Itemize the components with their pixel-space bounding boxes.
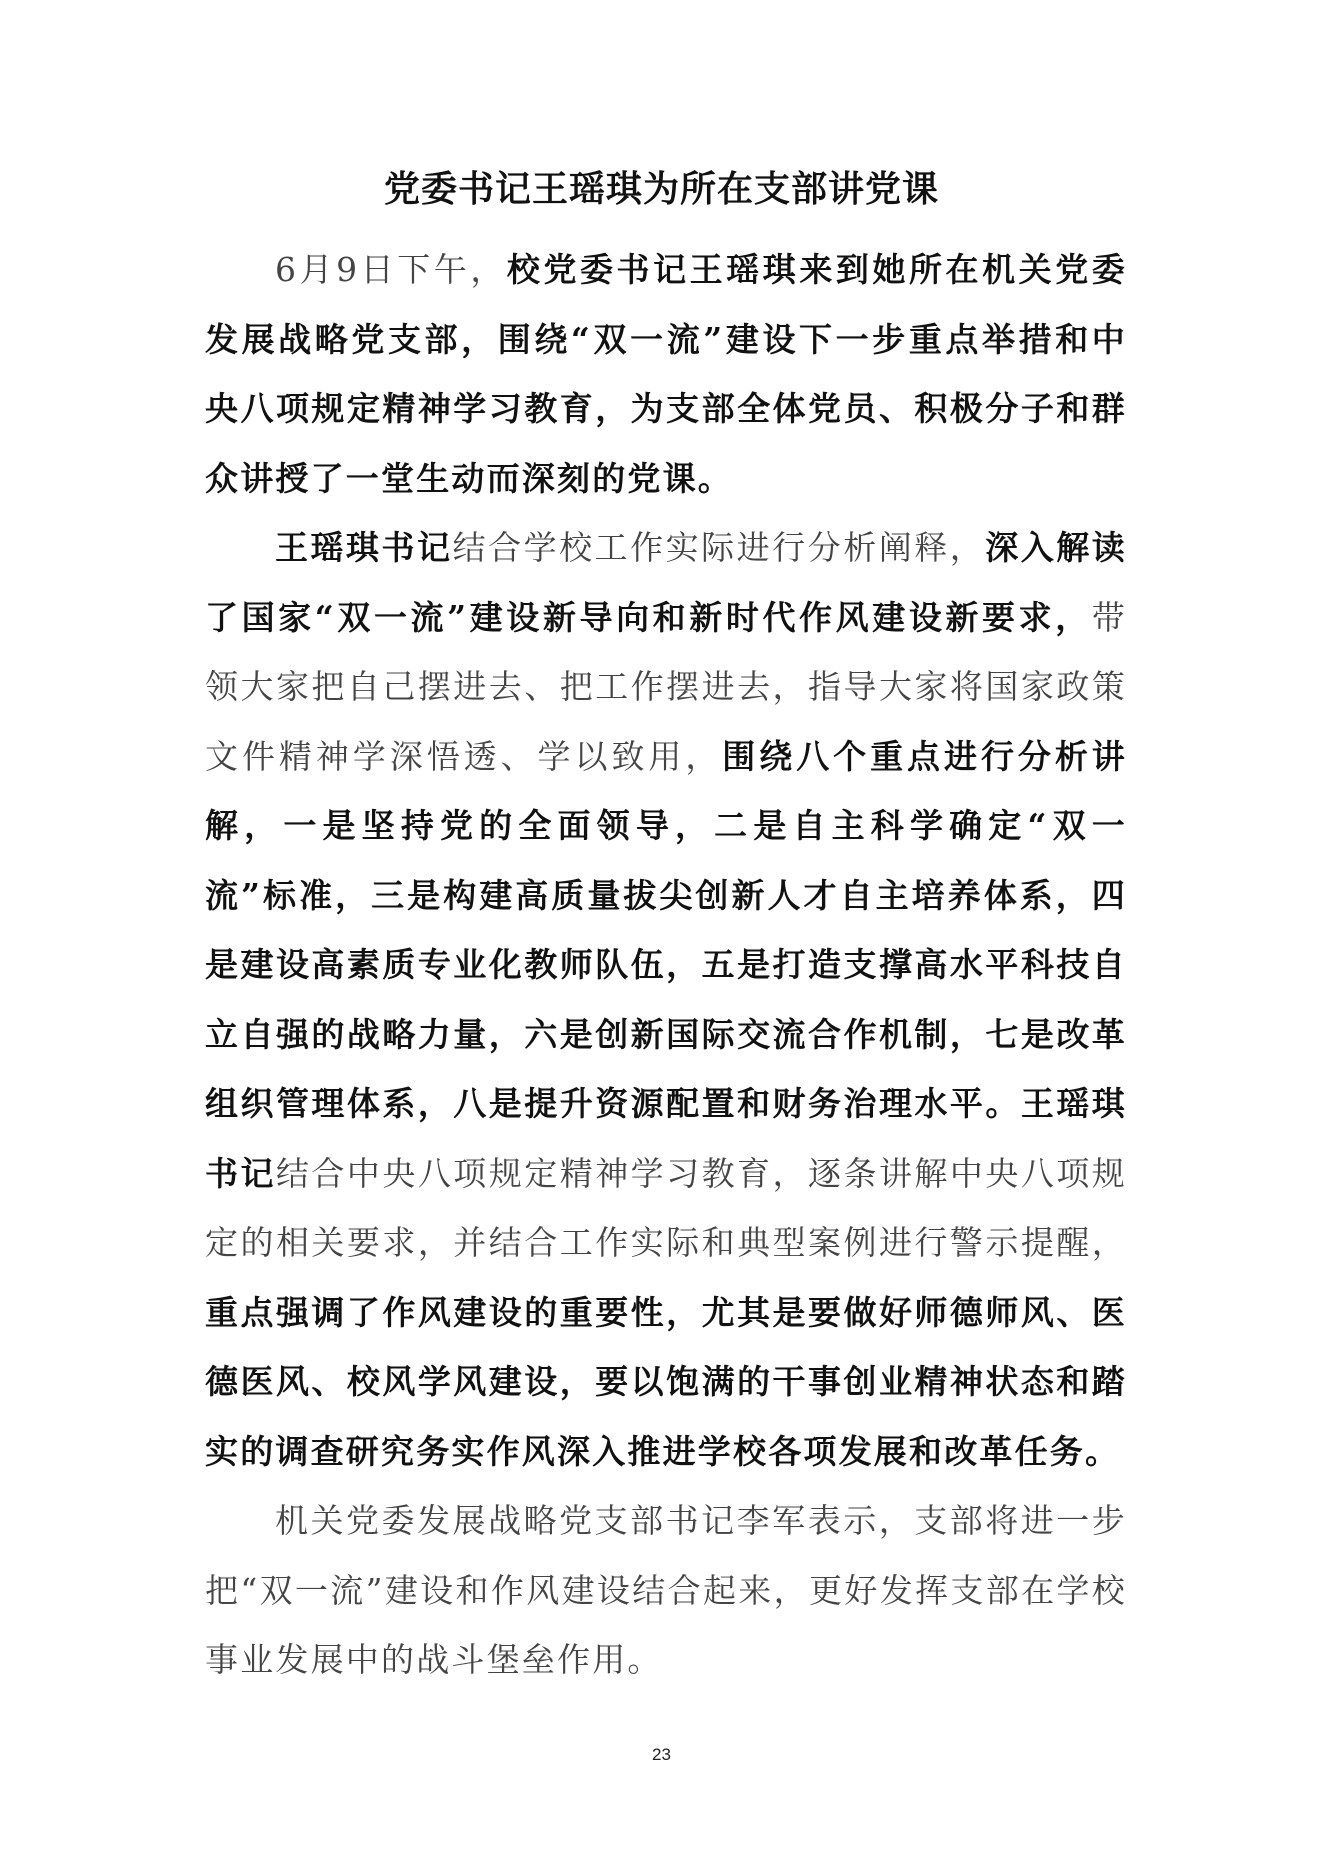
paragraph-2-segment-7: 重点强调了作风建设的重要性，尤其是要做好师德师风、医德医风、校风学风建设，要以饱满的干事创业精神状态和踏实的调查研究务实作风深入推进学校各项发展和改革任务。: [205, 1292, 1127, 1471]
paragraph-2-segment-2: 结合学校工作实际进行分析阐释，: [452, 528, 986, 567]
paragraph-2-segment-4: 带领大家把自己摆进去、把工作摆进去，指导大家将国家政策文件精神学深悟透、学以致用，: [205, 597, 1127, 776]
document-body: [205, 235, 1127, 1695]
paragraph-1-date-text: 6月9日下午，: [275, 250, 507, 289]
paragraph-2-segment-3: 深入解读了国家“双一流”建设新导向和新时代作风建设新要求，: [205, 528, 1127, 637]
paragraph-1-bold-text: 校党委书记王瑶琪来到她所在机关党委发展战略党支部，围绕“双一流”建设下一步重点举措和中央八项规定精神学习教育，为支部全体党员、积极分子和群众讲授了一堂生动而深刻的党课。: [205, 250, 1127, 498]
paragraph-2-segment-1: 王瑶琪书记: [275, 528, 453, 567]
paragraph-2: [205, 513, 1127, 1486]
paragraph-3: [205, 1486, 1127, 1695]
paragraph-2-segment-6: 结合中央八项规定精神学习教育，逐条讲解中央八项规定的相关要求，并结合工作实际和典型案例进行警示提醒，: [205, 1153, 1127, 1262]
document-title: 党委书记王瑶琪为所在支部讲党课: [383, 168, 939, 210]
paragraph-3-text: 机关党委发展战略党支部书记李军表示，支部将进一步把“双一流”建设和作风建设结合起来，更好发挥支部在学校事业发展中的战斗堡垒作用。: [205, 1501, 1127, 1679]
page-number: 23: [652, 1745, 671, 1764]
paragraph-2-segment-5: 围绕八个重点进行分析讲解，一是坚持党的全面领导，二是自主科学确定“双一流”标准，三是构建高质量拔尖创新人才自主培养体系，四是建设高素质专业化教师队伍，五是打造支撑高水平科技自立自强的战略力量，六是创新国际交流合作机制，七是改革组织管理体系，八是提升资源配置和财务治理水平。王瑶琪书记: [205, 736, 1127, 1193]
paragraph-1: [205, 235, 1127, 513]
